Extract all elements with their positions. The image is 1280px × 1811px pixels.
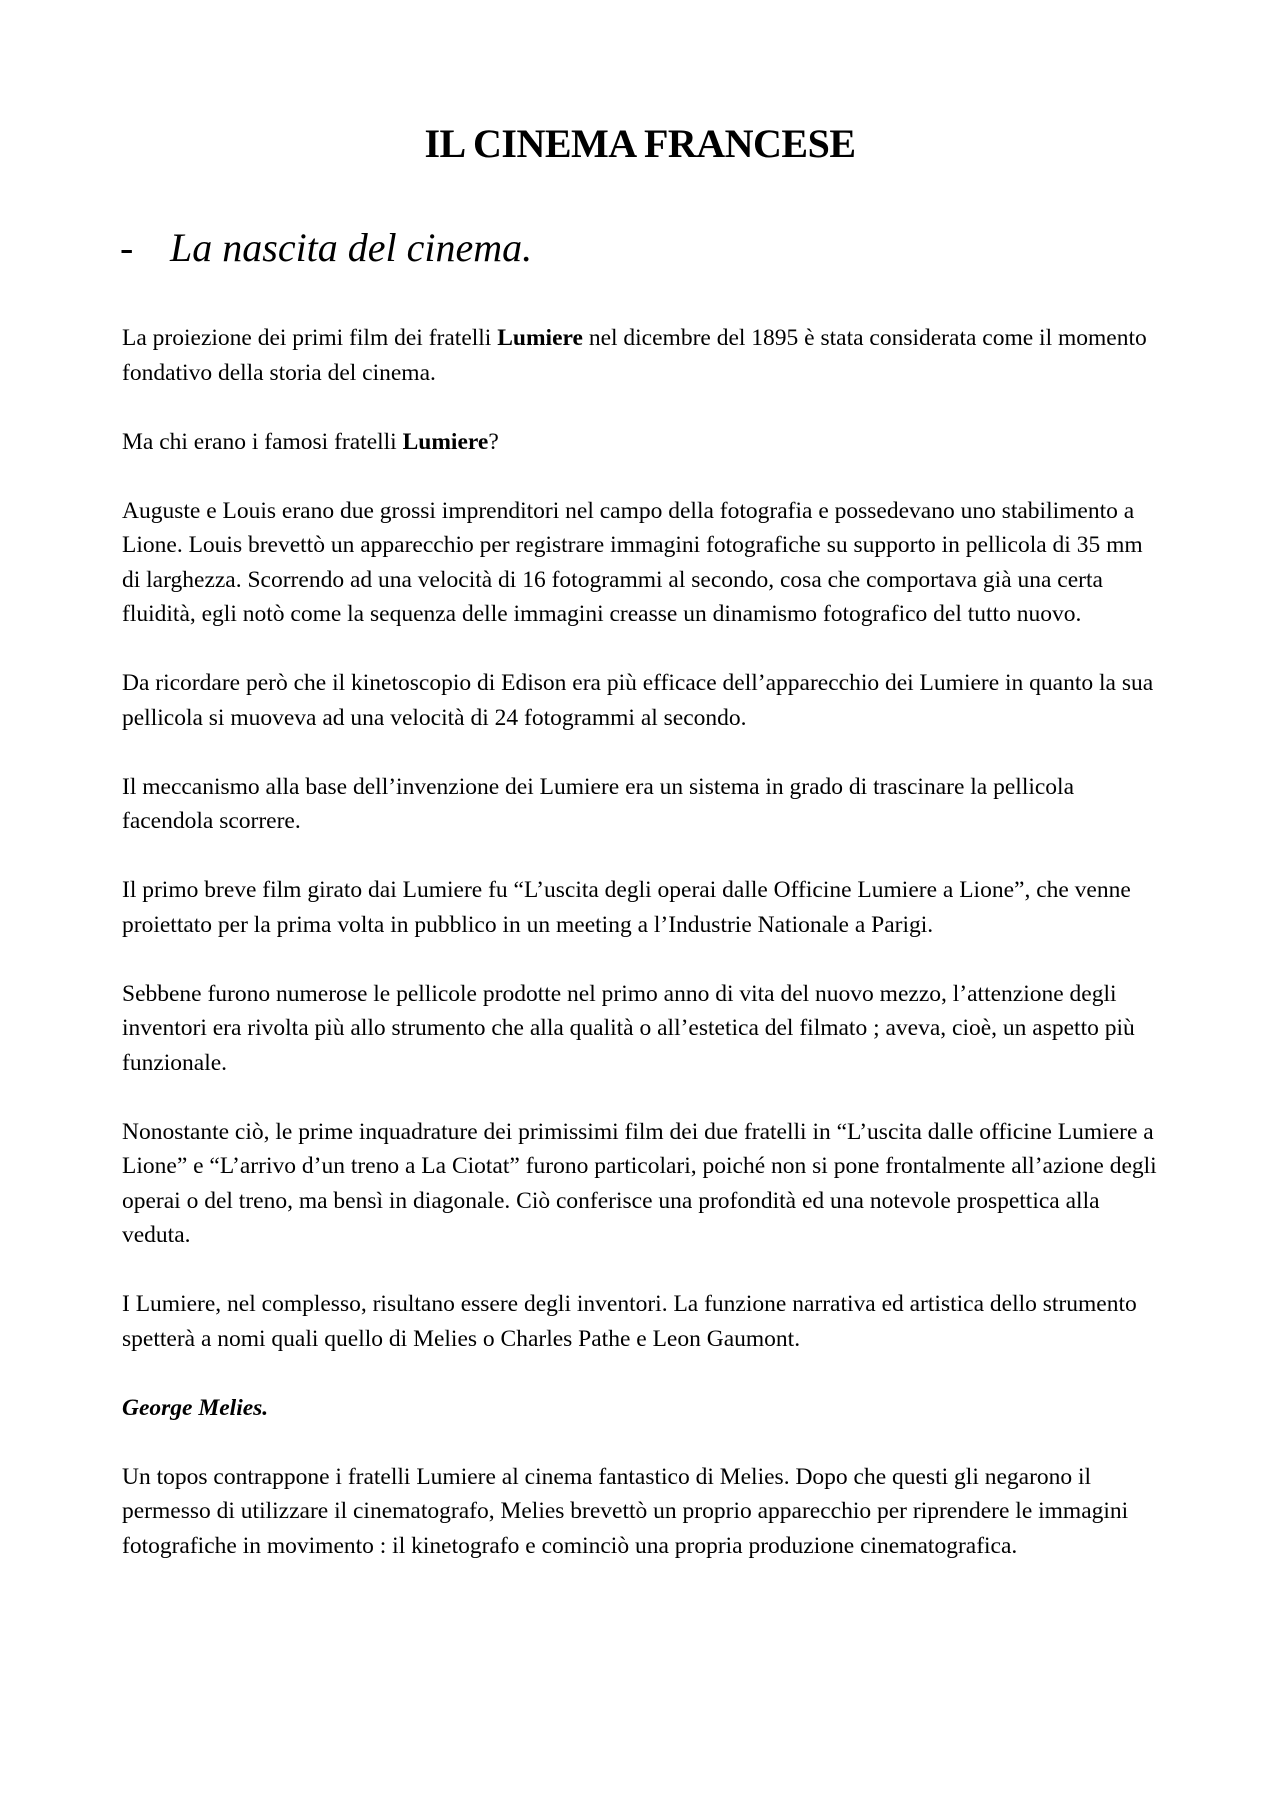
- paragraph-9: I Lumiere, nel complesso, risultano essere degli inventori. La funzione narrativa ed artistica dello strumento spetterà a nomi quali quello di Melies o Charles Pathe e Leon Gaumont.: [122, 1291, 1137, 1352]
- paragraph-1-bold: Lumiere: [497, 325, 583, 351]
- document-body: [122, 321, 1162, 1598]
- paragraph-2: [122, 425, 1162, 460]
- paragraph-8: Nonostante ciò, le prime inquadrature dei primissimi film dei due fratelli in “L’uscita dalle officine Lumiere a Lione” e “L’arrivo d’un treno a La Ciotat” furono particolari, poiché non si pone frontalmente all’azione degli operai o del treno, ma bensì in diagonale. Ciò conferisce una profondità ed una notevole prospettica alla veduta.: [122, 1118, 1157, 1248]
- paragraph-2-text-c: ?: [488, 428, 499, 455]
- paragraph-2-bold: Lumiere: [402, 428, 489, 455]
- paragraph-7: Sebbene furono numerose le pellicole prodotte nel primo anno di vita del nuovo mezzo, l’attenzione degli inventori era rivolta più allo strumento che alla qualità o all’estetica del filmato ; aveva, cioè, un aspetto più funzionale.: [122, 980, 1135, 1076]
- page-title: IL CINEMA FRANCESE: [424, 121, 856, 166]
- heading-dash: -: [120, 225, 134, 270]
- paragraph-1-text-a: La proiezione dei primi film dei fratelli: [122, 325, 498, 351]
- section-heading-text: La nascita del cinema.: [170, 225, 533, 270]
- paragraph-1: [122, 321, 1162, 390]
- paragraph-10: Un topos contrappone i fratelli Lumiere al cinema fantastico di Melies. Dopo che questi gli negarono il permesso di utilizzare il cinematografo, Melies brevettò un proprio apparecchio per riprendere le immagini fotografiche in movimento : il kinetografo e cominciò una propria produzione cinematografica.: [122, 1463, 1129, 1559]
- paragraph-3: Auguste e Louis erano due grossi imprenditori nel campo della fotografia e possedevano uno stabilimento a Lione. Louis brevettò un apparecchio per registrare immagini fotografiche su supporto in pellicola di 35 mm di larghezza. Scorrendo ad una velocità di 16 fotogrammi al secondo, cosa che comportava già una certa fluidità, egli notò come la sequenza delle immagini creasse un dinamismo fotografico del tutto nuovo.: [122, 497, 1143, 627]
- paragraph-5: Il meccanismo alla base dell’invenzione dei Lumiere era un sistema in grado di trascinare la pellicola facendola scorrere.: [122, 773, 1075, 834]
- paragraph-2-text-a: Ma chi erano i famosi fratelli: [122, 428, 403, 455]
- paragraph-1-text-c: nel dicembre del 1895 è stata considerata come il momento fondativo della storia del cinema.: [122, 325, 1147, 386]
- paragraph-4: Da ricordare però che il kinetoscopio di Edison era più efficace dell’apparecchio dei Lumiere in quanto la sua pellicola si muoveva ad una velocità di 24 fotogrammi al secondo.: [122, 670, 1154, 731]
- paragraph-6: Il primo breve film girato dai Lumiere fu “L’uscita degli operai dalle Officine Lumiere a Lione”, che venne proiettato per la prima volta in pubblico in un meeting a l’Industrie Nationale a Parigi.: [122, 877, 1131, 938]
- section-heading: [120, 220, 532, 276]
- subheading-george-melies: George Melies.: [122, 1394, 269, 1421]
